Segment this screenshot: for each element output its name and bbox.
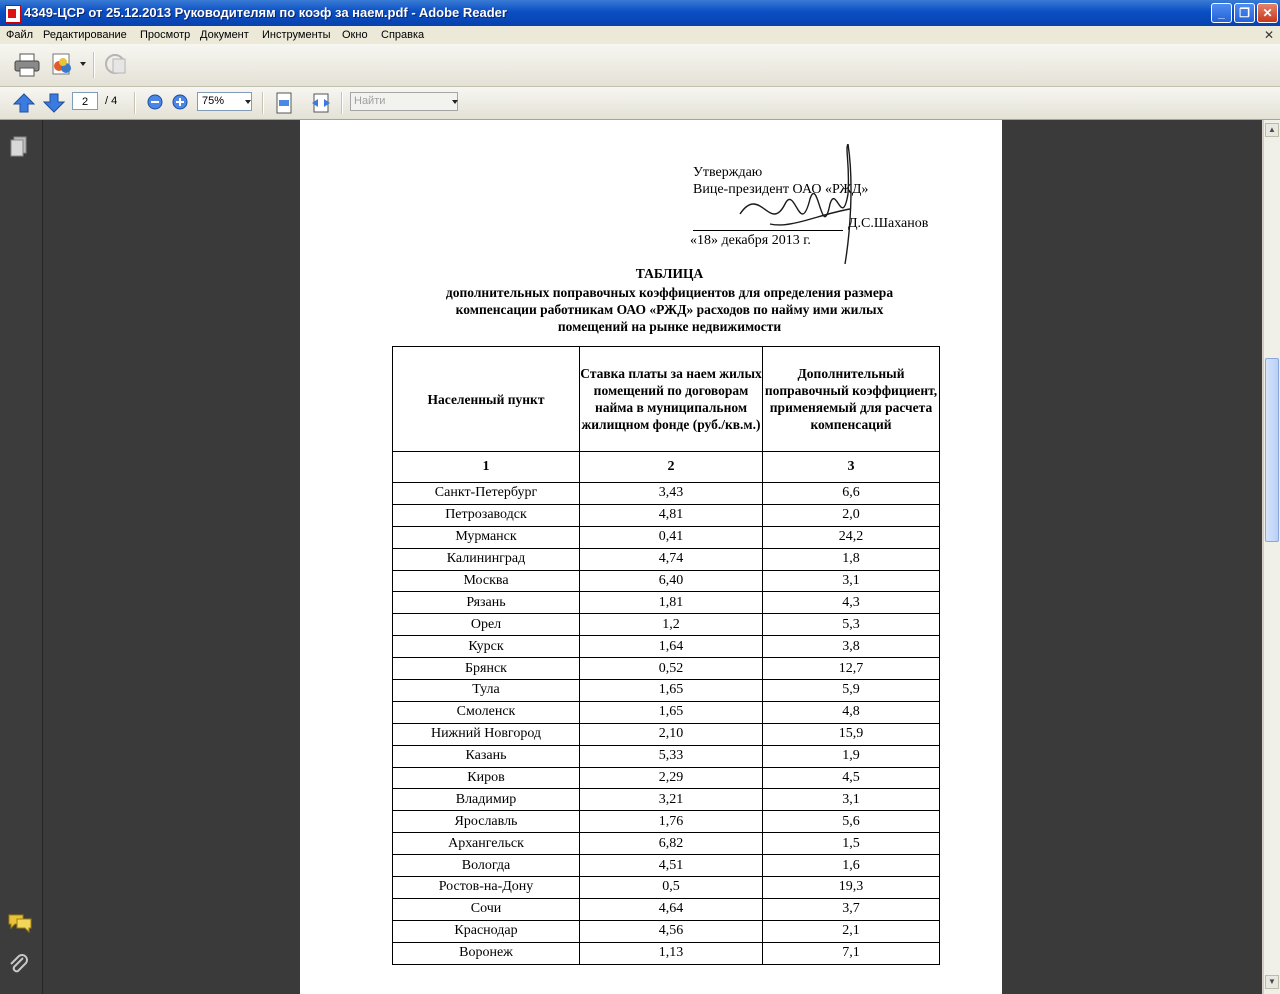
page-total: / 4 <box>105 95 118 107</box>
cell-rate: 1,76 <box>580 811 763 833</box>
arrow-up-icon[interactable] <box>13 93 35 113</box>
pdf-app-icon <box>5 5 21 23</box>
cell-rate: 1,65 <box>580 680 763 702</box>
collaborate-icon[interactable] <box>50 52 76 78</box>
cell-settlement: Калининград <box>393 548 580 570</box>
cell-coefficient: 1,8 <box>763 548 940 570</box>
cell-rate: 0,5 <box>580 877 763 899</box>
table-row <box>393 723 940 745</box>
cell-coefficient: 15,9 <box>763 723 940 745</box>
minimize-button[interactable]: _ <box>1211 3 1232 23</box>
table-column-numbers-row <box>393 452 940 483</box>
find-dropdown-icon[interactable] <box>452 100 458 104</box>
approval-date: «18» декабря 2013 г. <box>690 233 811 248</box>
table-row <box>393 767 940 789</box>
cell-coefficient: 1,6 <box>763 855 940 877</box>
table-row <box>393 614 940 636</box>
document-page <box>300 120 1002 994</box>
cell-coefficient: 1,5 <box>763 833 940 855</box>
cell-settlement: Смоленск <box>393 701 580 723</box>
cell-settlement: Петрозаводск <box>393 504 580 526</box>
cell-rate: 0,41 <box>580 526 763 548</box>
menu-tools[interactable]: Инструменты <box>262 29 331 41</box>
cell-coefficient: 4,8 <box>763 701 940 723</box>
cell-coefficient: 5,9 <box>763 680 940 702</box>
table-row <box>393 855 940 877</box>
cell-rate: 5,33 <box>580 745 763 767</box>
navigation-toolbar <box>0 87 1280 120</box>
cell-settlement: Санкт-Петербург <box>393 483 580 505</box>
fit-page-icon[interactable] <box>275 92 293 114</box>
vertical-scrollbar[interactable] <box>1263 120 1280 994</box>
cell-coefficient: 2,0 <box>763 504 940 526</box>
cell-coefficient: 4,3 <box>763 592 940 614</box>
cell-rate: 1,13 <box>580 942 763 964</box>
cell-coefficient: 19,3 <box>763 877 940 899</box>
cell-rate: 4,74 <box>580 548 763 570</box>
table-row <box>393 636 940 658</box>
header-coefficient: Дополнительный поправочный коэффициент, применяемый для расчета компенсаций <box>763 347 940 452</box>
cell-settlement: Мурманск <box>393 526 580 548</box>
cell-coefficient: 5,6 <box>763 811 940 833</box>
attachment-icon[interactable] <box>8 953 30 977</box>
cell-settlement: Архангельск <box>393 833 580 855</box>
main-toolbar <box>0 44 1280 87</box>
cell-rate: 3,43 <box>580 483 763 505</box>
table-row <box>393 526 940 548</box>
arrow-down-icon[interactable] <box>43 93 65 113</box>
cell-rate: 6,82 <box>580 833 763 855</box>
table-row <box>393 592 940 614</box>
cell-settlement: Сочи <box>393 898 580 920</box>
table-row <box>393 504 940 526</box>
cell-coefficient: 1,9 <box>763 745 940 767</box>
navigation-panel <box>0 120 43 994</box>
header-settlement: Населенный пункт <box>393 347 580 452</box>
table-row <box>393 833 940 855</box>
close-button[interactable]: ✕ <box>1257 3 1278 23</box>
cell-settlement: Брянск <box>393 658 580 680</box>
coefficients-table <box>392 346 940 965</box>
cell-rate: 1,81 <box>580 592 763 614</box>
cell-rate: 0,52 <box>580 658 763 680</box>
cell-settlement: Курск <box>393 636 580 658</box>
cell-settlement: Краснодар <box>393 920 580 942</box>
cell-settlement: Вологда <box>393 855 580 877</box>
cell-rate: 2,29 <box>580 767 763 789</box>
comments-icon[interactable] <box>7 912 33 934</box>
table-row <box>393 942 940 964</box>
window-title: 4349-ЦСР от 25.12.2013 Руководителям по коэф за наем.pdf - Adobe Reader <box>24 5 507 20</box>
print-icon[interactable] <box>14 53 40 77</box>
collaborate-dropdown-icon[interactable] <box>80 62 86 66</box>
scrollbar-thumb[interactable] <box>1265 358 1279 542</box>
signer-name: Д.С.Шаханов <box>848 216 929 231</box>
page-number-input[interactable]: 2 <box>72 92 98 110</box>
cell-settlement: Владимир <box>393 789 580 811</box>
menu-window[interactable]: Окно <box>342 29 368 41</box>
table-header-row <box>393 347 940 452</box>
table-row <box>393 483 940 505</box>
cell-coefficient: 24,2 <box>763 526 940 548</box>
cell-settlement: Орел <box>393 614 580 636</box>
scroll-up-button[interactable]: ▲ <box>1265 123 1279 137</box>
table-row <box>393 570 940 592</box>
column-number: 1 <box>393 452 580 483</box>
cell-coefficient: 12,7 <box>763 658 940 680</box>
table-row <box>393 548 940 570</box>
cell-rate: 2,10 <box>580 723 763 745</box>
cell-coefficient: 3,7 <box>763 898 940 920</box>
title-bar <box>0 0 1280 26</box>
cell-rate: 4,64 <box>580 898 763 920</box>
table-row <box>393 920 940 942</box>
cell-coefficient: 3,1 <box>763 789 940 811</box>
menu-edit[interactable]: Редактирование <box>43 29 127 41</box>
table-row <box>393 680 940 702</box>
close-document-icon[interactable]: ✕ <box>1263 28 1274 42</box>
cell-rate: 3,21 <box>580 789 763 811</box>
menu-file[interactable]: Файл <box>6 29 34 41</box>
zoom-out-icon[interactable] <box>147 94 164 111</box>
cell-rate: 1,2 <box>580 614 763 636</box>
table-row <box>393 789 940 811</box>
column-number: 3 <box>763 452 940 483</box>
cell-settlement: Киров <box>393 767 580 789</box>
header-rate: Ставка платы за наем жилых помещений по договорам найма в муниципальном жилищном фонде (руб./кв.м.) <box>580 347 763 452</box>
zoom-in-icon[interactable] <box>172 94 189 111</box>
cell-coefficient: 5,3 <box>763 614 940 636</box>
table-row <box>393 898 940 920</box>
cell-settlement: Москва <box>393 570 580 592</box>
cell-settlement: Тула <box>393 680 580 702</box>
menu-view[interactable]: Просмотр <box>140 29 191 41</box>
zoom-dropdown-icon[interactable] <box>245 100 251 104</box>
cell-rate: 1,65 <box>580 701 763 723</box>
cell-settlement: Казань <box>393 745 580 767</box>
table-title: ТАБЛИЦА <box>635 266 704 281</box>
table-row <box>393 811 940 833</box>
cell-coefficient: 6,6 <box>763 483 940 505</box>
table-row <box>393 701 940 723</box>
table-subtitle-3: помещений на рынке недвижимости <box>557 319 782 334</box>
fit-width-icon[interactable] <box>310 92 332 114</box>
signature-image <box>730 144 870 274</box>
zoom-select[interactable]: 75% <box>197 92 252 111</box>
share-icon <box>104 53 130 77</box>
cell-rate: 4,56 <box>580 920 763 942</box>
cell-settlement: Ростов-на-Дону <box>393 877 580 899</box>
cell-rate: 6,40 <box>580 570 763 592</box>
cell-settlement: Воронеж <box>393 942 580 964</box>
table-subtitle-1: дополнительных поправочных коэффициентов для определения размера <box>445 285 894 300</box>
maximize-button[interactable]: ❐ <box>1234 3 1255 23</box>
cell-coefficient: 3,1 <box>763 570 940 592</box>
cell-coefficient: 4,5 <box>763 767 940 789</box>
pages-icon[interactable] <box>9 136 29 158</box>
cell-coefficient: 3,8 <box>763 636 940 658</box>
table-row <box>393 745 940 767</box>
find-input[interactable]: Найти <box>350 92 458 111</box>
column-number: 2 <box>580 452 763 483</box>
cell-settlement: Нижний Новгород <box>393 723 580 745</box>
cell-rate: 4,81 <box>580 504 763 526</box>
cell-rate: 1,64 <box>580 636 763 658</box>
cell-coefficient: 7,1 <box>763 942 940 964</box>
approval-line-2: Вице-президент ОАО «РЖД» <box>693 182 869 197</box>
menu-help[interactable]: Справка <box>381 29 425 41</box>
approval-line-1: Утверждаю <box>693 165 763 180</box>
table-row <box>393 877 940 899</box>
table-row <box>393 658 940 680</box>
menu-bar <box>0 26 1280 44</box>
cell-coefficient: 2,1 <box>763 920 940 942</box>
cell-settlement: Рязань <box>393 592 580 614</box>
scroll-down-button[interactable]: ▼ <box>1265 975 1279 989</box>
cell-settlement: Ярославль <box>393 811 580 833</box>
table-subtitle-2: компенсации работникам ОАО «РЖД» расходов по найму ими жилых <box>455 302 884 317</box>
cell-rate: 4,51 <box>580 855 763 877</box>
menu-document[interactable]: Документ <box>200 29 249 41</box>
